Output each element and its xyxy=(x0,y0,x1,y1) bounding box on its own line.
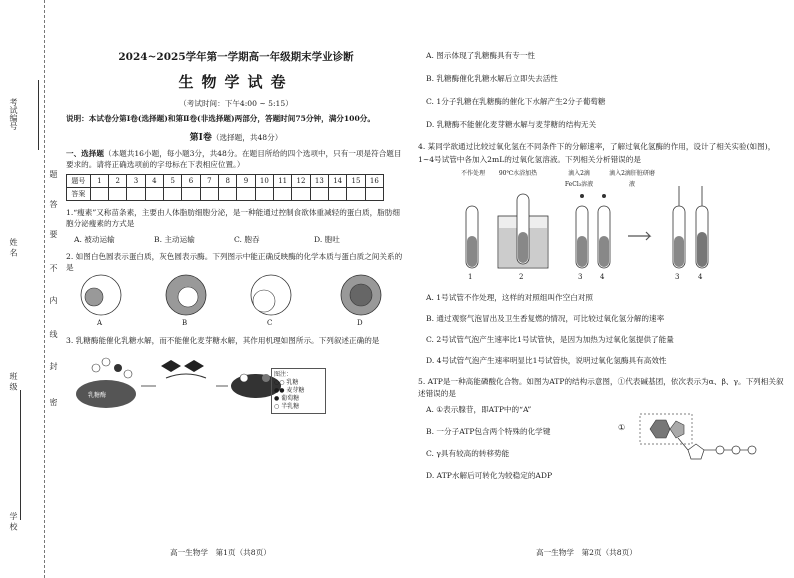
legend-title: 图注： xyxy=(274,371,293,378)
question-1-stem: 1.“瘦素”又称苗条素，主要由人体脂肪细胞分泌，是一种能通过控制食欲体重减轻的蛋白质，脂肪细胞分泌瘦素的方式是 xyxy=(66,208,400,228)
question-number-cell: 9 xyxy=(237,175,255,188)
question-3-stem: 3. 乳糖酶能催化乳糖水解，而不能催化麦芽糖水解，其作用机理如图所示。下列叙述正确的是 xyxy=(66,336,380,345)
seal-char: 要 xyxy=(49,230,58,238)
legend-item-glucose: ● 葡萄糖 xyxy=(274,395,300,402)
tube-4 xyxy=(598,194,610,268)
question-4-option-c[interactable]: C. 2号试管气泡产生速率比1号试管快，是因为加热为过氧化氢提供了能量 xyxy=(426,335,674,344)
tube-num-4: 4 xyxy=(600,273,605,281)
answer-cell[interactable] xyxy=(255,188,273,201)
seal-char: 线 xyxy=(49,330,58,338)
left-footer: 高一生物学 第1页（共8页） xyxy=(170,548,271,557)
arrow xyxy=(628,232,650,240)
question-3-option-a[interactable]: A. 图示体现了乳糖酶具有专一性 xyxy=(426,51,536,60)
fig-label-1: 不作处理 xyxy=(460,170,485,177)
answer-cell[interactable] xyxy=(145,188,163,201)
answer-cell[interactable] xyxy=(127,188,145,201)
diagram-d xyxy=(341,275,381,315)
question-number-cell: 14 xyxy=(328,175,346,188)
diagram-a xyxy=(81,275,121,315)
section-intro xyxy=(66,148,406,170)
name-label: 姓 名 xyxy=(9,238,18,257)
question-1-option-b[interactable]: B. 主动运输 xyxy=(154,235,195,244)
question-1-option-a[interactable]: A. 被动运输 xyxy=(74,235,115,244)
question-number-cell: 13 xyxy=(310,175,328,188)
fig-label-2: 90℃水浴加热 xyxy=(498,170,538,177)
question-2-figure xyxy=(66,273,406,333)
question-5-option-a[interactable]: A. ①表示腺苷，即ATP中的“A” xyxy=(426,405,532,414)
question-number-cell: 8 xyxy=(219,175,237,188)
seal-char: 题 xyxy=(49,170,58,178)
legend-item-maltose: ●● 麦芽糖 xyxy=(274,387,305,394)
instructions: 说明：本试卷分第Ⅰ卷(选择题)和第Ⅱ卷(非选择题)两部分，答题时间75分钟，满分100分。 xyxy=(66,114,375,123)
question-number-cell: 1 xyxy=(90,175,108,188)
answer-cell[interactable] xyxy=(347,188,365,201)
legend-item-galactose: ○ 半乳糖 xyxy=(274,403,300,410)
exam-number-label: 考试编号 xyxy=(9,98,18,130)
answer-cell[interactable] xyxy=(182,188,200,201)
question-4-option-d[interactable]: D. 4号试管气泡产生速率明显比1号试管快，说明过氧化氢酶具有高效性 xyxy=(426,356,667,365)
section-title: 一、选择题 xyxy=(66,149,104,158)
seal-char: 封 xyxy=(49,362,58,370)
question-5-option-b[interactable]: B. 一分子ATP包含两个特殊的化学键 xyxy=(426,427,551,436)
tube-num-4-after: 4 xyxy=(698,273,703,281)
atp-label-1: ① xyxy=(618,423,626,432)
time-info: （考试时间：下午4:00 ~ 5:15） xyxy=(179,99,293,108)
test-tube-diagram xyxy=(418,166,786,286)
tube-1 xyxy=(466,206,478,268)
question-number-cell: 6 xyxy=(182,175,200,188)
atp-structure-svg xyxy=(618,412,778,467)
question-5-option-d[interactable]: D. ATP水解后可转化为较稳定的ADP xyxy=(426,471,553,480)
answer-cell[interactable] xyxy=(164,188,182,201)
part1-title-main: 第Ⅰ卷 xyxy=(189,133,212,143)
diagram-b xyxy=(166,275,206,315)
school-label: 学 校 xyxy=(9,512,18,531)
question-number-cell: 12 xyxy=(292,175,310,188)
question-number-cell: 3 xyxy=(127,175,145,188)
answer-cell[interactable] xyxy=(292,188,310,201)
left-column xyxy=(66,0,406,426)
question-3-options xyxy=(418,50,786,130)
fig-label-4: 滴入2滴肝脏研磨液 xyxy=(609,170,655,188)
tube-4-after xyxy=(696,186,708,268)
question-2-stem: 2. 如图白色圆表示蛋白质，灰色圆表示酶。下列图示中能正确反映酶的化学本质与蛋白质之间关系的是 xyxy=(66,252,403,272)
answer-table-answer-row xyxy=(67,188,384,201)
class-line xyxy=(20,390,21,520)
question-5 xyxy=(418,376,786,482)
question-3-option-d[interactable]: D. 乳糖酶不能催化麦芽糖水解与麦芽糖的结构无关 xyxy=(426,120,597,129)
question-4 xyxy=(418,140,786,366)
question-4-figure xyxy=(418,166,786,286)
tube-num-3-after: 3 xyxy=(675,273,680,281)
exam-header-title: 2024~2025学年第一学期高一年级期末学业诊断 xyxy=(118,51,354,63)
label-b: B xyxy=(182,319,188,327)
atp-structure-figure xyxy=(618,412,778,467)
question-1-options xyxy=(66,234,406,245)
enzyme-middle xyxy=(161,360,206,378)
seal-char: 不 xyxy=(49,264,58,272)
part1-title-sub: （选择题，共48分） xyxy=(211,133,283,142)
table-head-answer: 答案 xyxy=(67,188,91,201)
answer-cell[interactable] xyxy=(200,188,218,201)
question-4-option-a[interactable]: A. 1号试管不作处理，这样的对照组叫作空白对照 xyxy=(426,293,594,302)
answer-cell[interactable] xyxy=(365,188,383,201)
question-number-cell: 7 xyxy=(200,175,218,188)
diagram-c xyxy=(251,275,291,315)
enzyme-label: 乳糖酶 xyxy=(88,392,107,399)
question-number-cell: 2 xyxy=(109,175,127,188)
question-4-option-b[interactable]: B. 通过观察气泡冒出及卫生香复燃的情况，可比较过氧化氢分解的速率 xyxy=(426,314,665,323)
question-number-cell: 15 xyxy=(347,175,365,188)
answer-cell[interactable] xyxy=(237,188,255,201)
question-5-stem: 5. ATP是一种高能磷酸化合物。如图为ATP的结构示意图，①代表碱基团，依次表示为α、β、γ。下列相关叙述错误的是 xyxy=(418,377,784,398)
question-3-option-c[interactable]: C. 1分子乳糖在乳糖酶的催化下水解产生2分子葡萄糖 xyxy=(426,97,606,106)
answer-cell[interactable] xyxy=(90,188,108,201)
table-head-number: 题号 xyxy=(67,175,91,188)
section-text: （本题共16小题，每小题3分，共48分。在题目所给的四个选项中，只有一项是符合题目要求的。请将正确选项前的字母标在下表相应位置。） xyxy=(66,149,402,169)
exam-number-line xyxy=(38,80,39,150)
question-1-option-d[interactable]: D. 胞吐 xyxy=(314,235,340,244)
part1-title xyxy=(66,132,406,144)
question-3 xyxy=(66,335,406,426)
answer-cell[interactable] xyxy=(219,188,237,201)
answer-table-number-row xyxy=(67,175,384,188)
tube-num-2: 2 xyxy=(519,273,524,281)
question-1-option-c[interactable]: C. 胞吞 xyxy=(234,235,260,244)
seal-char: 答 xyxy=(49,200,58,208)
tube-num-3: 3 xyxy=(578,273,583,281)
right-footer: 高一生物学 第2页（共8页） xyxy=(536,548,637,557)
tube-3-after xyxy=(673,186,685,268)
beaker xyxy=(498,194,548,268)
answer-cell[interactable] xyxy=(274,188,292,201)
answer-cell[interactable] xyxy=(109,188,127,201)
question-2 xyxy=(66,251,406,333)
question-number-cell: 10 xyxy=(255,175,273,188)
subject-title: 生物学试卷 xyxy=(178,73,294,91)
question-3-figure xyxy=(66,346,406,426)
label-c: C xyxy=(267,319,273,327)
answer-table xyxy=(66,174,384,201)
answer-cell[interactable] xyxy=(328,188,346,201)
question-1 xyxy=(66,207,406,245)
figure-legend xyxy=(271,368,326,414)
class-label: 班 级 xyxy=(9,372,18,391)
question-number-cell: 5 xyxy=(164,175,182,188)
question-3-option-b[interactable]: B. 乳糖酶催化乳糖水解后立即失去活性 xyxy=(426,74,558,83)
seal-char: 内 xyxy=(49,296,58,304)
label-a: A xyxy=(97,319,103,327)
binding-strip xyxy=(0,0,60,578)
question-number-cell: 11 xyxy=(274,175,292,188)
question-number-cell: 4 xyxy=(145,175,163,188)
legend-item-lactose: ○○ 乳糖 xyxy=(274,379,299,386)
question-4-stem: 4. 某同学欲通过比较过氧化氢在不同条件下的分解速率，了解过氧化氢酶的作用，设计了相关实验(如图)，1~4号试管中各加入2mL的过氧化氢溶液。下列相关分析错误的是 xyxy=(418,142,776,164)
answer-cell[interactable] xyxy=(310,188,328,201)
question-5-option-c[interactable]: C. γ具有较高的转移势能 xyxy=(426,449,510,458)
question-5-body xyxy=(418,404,786,482)
tube-num-1: 1 xyxy=(468,273,473,281)
seal-char: 密 xyxy=(49,398,58,406)
tube-3 xyxy=(576,194,588,268)
label-d: D xyxy=(357,319,363,327)
seal-line xyxy=(44,0,45,578)
enzyme-protein-diagrams xyxy=(66,273,406,333)
right-column xyxy=(418,0,786,482)
fig-label-3: 滴入2滴FeCl₃溶液 xyxy=(564,170,594,188)
question-number-cell: 16 xyxy=(365,175,383,188)
